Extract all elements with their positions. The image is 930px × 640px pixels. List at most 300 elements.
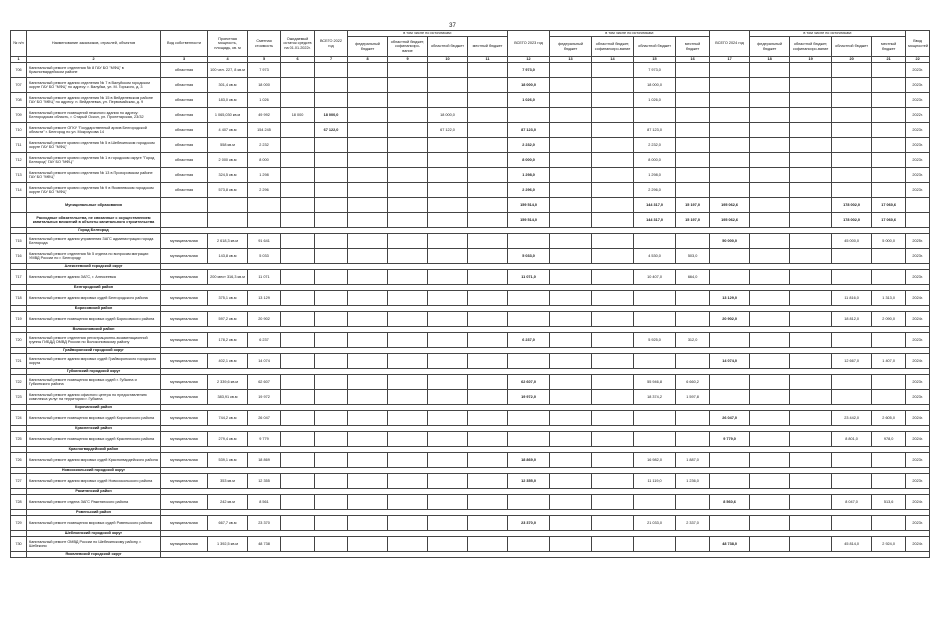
commission-year: 2022г.	[906, 108, 930, 123]
column-number: 9	[388, 57, 428, 63]
local-2022	[468, 537, 508, 552]
regional-cofin-2024	[790, 375, 832, 390]
federal-2022	[348, 411, 388, 426]
estimated-cost: 18 869	[248, 453, 281, 468]
federal-2022	[348, 153, 388, 168]
capacity: 178,2 кв.м	[208, 333, 248, 348]
column-number: 5	[248, 57, 281, 63]
local-2024	[872, 78, 906, 93]
federal-2024	[750, 453, 790, 468]
estimated-cost: 91 641	[248, 234, 281, 249]
federal-2024	[750, 537, 790, 552]
regional-cofin-2023	[592, 432, 634, 447]
ownership-type: муниципальная	[161, 453, 208, 468]
regional-cofin-2022	[388, 411, 428, 426]
object-name: Капитальный ремонт кровли отделения № 5 в Шебекинском городском округе ГАУ БО "МФЦ"	[27, 138, 161, 153]
regional-2023	[634, 495, 676, 510]
regional-cofin-2023	[592, 291, 634, 306]
column-number: 21	[872, 57, 906, 63]
column-number: 8	[348, 57, 388, 63]
commission-year: 2023г.	[906, 390, 930, 405]
regional-2023	[634, 411, 676, 426]
local-2023: 1 236,0	[676, 474, 710, 489]
estimated-cost: 13 129	[248, 291, 281, 306]
federal-2022	[348, 453, 388, 468]
regional-cofin-2022	[388, 453, 428, 468]
local-2022	[468, 123, 508, 138]
table-row	[11, 411, 930, 426]
expected-balance	[281, 375, 315, 390]
column-number: 17	[710, 57, 750, 63]
header-remain: Ожидаемый остаток средств на 01.01.2022г.	[281, 31, 315, 57]
total-2024: 14 074,0	[710, 354, 750, 369]
regional-2022	[428, 516, 468, 531]
estimated-cost: 6 237	[248, 333, 281, 348]
regional-2022	[428, 390, 468, 405]
federal-2024	[750, 333, 790, 348]
total-2022	[315, 516, 348, 531]
row-number: 715	[11, 234, 27, 249]
ownership-type: муниципальная	[161, 234, 208, 249]
federal-2022	[348, 312, 388, 327]
regional-cofin-2024	[790, 453, 832, 468]
table-row	[11, 78, 930, 93]
federal-2023	[550, 168, 592, 183]
table-row	[11, 312, 930, 327]
capacity: 573,8 кв.м	[208, 183, 248, 198]
total-2024	[710, 63, 750, 78]
federal-2023	[550, 183, 592, 198]
regional-cofin-2022	[388, 516, 428, 531]
federal-2024	[750, 375, 790, 390]
total-2023	[508, 234, 550, 249]
capacity: 143,8 кв.м	[208, 249, 248, 264]
total-2022	[315, 411, 348, 426]
regional-cofin-2023	[592, 474, 634, 489]
row-number: 706	[11, 63, 27, 78]
total-2024: 48 738,0	[710, 537, 750, 552]
regional-2024	[832, 153, 872, 168]
federal-2023	[550, 453, 592, 468]
row-number: 721	[11, 354, 27, 369]
estimated-cost: 9 779	[248, 432, 281, 447]
total-2023: 19 972,0	[508, 390, 550, 405]
ownership-type: муниципальная	[161, 312, 208, 327]
regional-2024	[832, 390, 872, 405]
federal-2022	[348, 183, 388, 198]
empty-cell	[592, 213, 634, 228]
total-2024	[710, 453, 750, 468]
ownership-type: областная	[161, 183, 208, 198]
section-title: Губкинский городской округ	[27, 369, 161, 375]
local-2023	[676, 168, 710, 183]
total-2022	[315, 153, 348, 168]
total-2024	[710, 249, 750, 264]
estimated-cost: 19 972	[248, 390, 281, 405]
commission-year: 2024г.	[906, 291, 930, 306]
ownership-type: областная	[161, 138, 208, 153]
capacity: 2 618,3 кв.м	[208, 234, 248, 249]
local-2022	[468, 474, 508, 489]
capacity: 200 мест 316,3 кв.м	[208, 270, 248, 285]
section-title: Алексеевский городской округ	[27, 264, 161, 270]
regional-2023	[634, 537, 676, 552]
local-2022	[468, 153, 508, 168]
local-2024: 2 090,0	[872, 312, 906, 327]
capacity: 4 407 кв.м	[208, 123, 248, 138]
total-2022	[315, 234, 348, 249]
local-2022	[468, 63, 508, 78]
ownership-type: областная	[161, 123, 208, 138]
regional-2022	[428, 453, 468, 468]
regional-cofin-2023	[592, 375, 634, 390]
local-2023: 1 597,8	[676, 390, 710, 405]
total-2023	[508, 411, 550, 426]
section-title: Шебекинский городской округ	[27, 531, 161, 537]
local-2022	[468, 495, 508, 510]
section-title: Белгородский район	[27, 285, 161, 291]
ownership-type: муниципальная	[161, 390, 208, 405]
expected-balance	[281, 183, 315, 198]
regional-cofin-2024	[790, 516, 832, 531]
federal-2024	[750, 138, 790, 153]
regional-2024	[832, 453, 872, 468]
federal-2022	[348, 516, 388, 531]
table-row	[11, 390, 930, 405]
federal-2022	[348, 537, 388, 552]
regional-2022	[428, 333, 468, 348]
ownership-type: муниципальная	[161, 474, 208, 489]
regional-cofin-2022	[388, 390, 428, 405]
regional-cofin-2023	[592, 234, 634, 249]
federal-2024	[750, 270, 790, 285]
header-regional-cofin: областной бюджет, софинансиро-вание	[592, 37, 634, 57]
ownership-type: муниципальная	[161, 432, 208, 447]
row-number: 727	[11, 474, 27, 489]
expected-balance	[281, 474, 315, 489]
total-2022	[315, 312, 348, 327]
regional-2022	[428, 495, 468, 510]
total-title: Расходные обязательства, не связанные с осуществлением капитальных вложений в объекты капитального строительства	[27, 213, 161, 228]
section-title: Новооскольский городской округ	[27, 468, 161, 474]
table-row	[11, 153, 930, 168]
total-2024	[710, 183, 750, 198]
total-2022	[315, 390, 348, 405]
regional-cofin-2022	[388, 495, 428, 510]
empty-cell	[906, 198, 930, 213]
local-2024: 5 000,0	[872, 234, 906, 249]
local-2023: 1 887,0	[676, 453, 710, 468]
column-number: 13	[550, 57, 592, 63]
local-2024	[872, 153, 906, 168]
commission-year: 2023г.	[906, 453, 930, 468]
local-2024	[872, 93, 906, 108]
capacity: 375,1 кв.м	[208, 291, 248, 306]
federal-2023	[550, 516, 592, 531]
regional-2024: 45 814,0	[832, 537, 872, 552]
total-2022	[315, 168, 348, 183]
empty-cell	[161, 213, 208, 228]
regional-cofin-2023	[592, 537, 634, 552]
section-title: Ракитянский район	[27, 489, 161, 495]
expected-balance	[281, 153, 315, 168]
row-number: 712	[11, 153, 27, 168]
regional-2022	[428, 312, 468, 327]
total-2023: 12 355,0	[508, 474, 550, 489]
regional-2022	[428, 270, 468, 285]
table-row	[11, 123, 930, 138]
federal-2023	[550, 411, 592, 426]
ownership-type: муниципальная	[161, 291, 208, 306]
expected-balance	[281, 234, 315, 249]
federal-2024	[750, 432, 790, 447]
federal-2022	[348, 234, 388, 249]
column-number: 11	[468, 57, 508, 63]
regional-cofin-2023	[592, 168, 634, 183]
federal-2024	[750, 168, 790, 183]
regional-cofin-2022	[388, 168, 428, 183]
expected-balance	[281, 516, 315, 531]
local-2023	[676, 108, 710, 123]
empty-cell	[428, 213, 468, 228]
empty-cell	[388, 198, 428, 213]
federal-2023	[550, 312, 592, 327]
regional-cofin-2022	[388, 249, 428, 264]
total-2024: 195 062,6	[710, 213, 750, 228]
column-number: 2	[27, 57, 161, 63]
commission-year: 2023г.	[906, 78, 930, 93]
row-number: 722	[11, 375, 27, 390]
ownership-type: муниципальная	[161, 537, 208, 552]
row-number: 713	[11, 168, 27, 183]
regional-cofin-2024	[790, 183, 832, 198]
federal-2024	[750, 183, 790, 198]
regional-cofin-2023	[592, 390, 634, 405]
regional-cofin-2022	[388, 183, 428, 198]
regional-cofin-2022	[388, 234, 428, 249]
total-2022	[315, 453, 348, 468]
expected-balance	[281, 453, 315, 468]
federal-2022	[348, 333, 388, 348]
regional-cofin-2023	[592, 333, 634, 348]
ownership-type: муниципальная	[161, 270, 208, 285]
header-local: местный бюджет	[676, 37, 710, 57]
regional-2023: 1 026,0	[634, 93, 676, 108]
total-row	[11, 213, 930, 228]
federal-2024	[750, 516, 790, 531]
regional-cofin-2023	[592, 453, 634, 468]
regional-cofin-2024	[790, 168, 832, 183]
local-2022	[468, 270, 508, 285]
estimated-cost: 11 071	[248, 270, 281, 285]
total-2023	[508, 495, 550, 510]
regional-2024	[832, 516, 872, 531]
regional-cofin-2022	[388, 138, 428, 153]
total-2023	[508, 291, 550, 306]
local-2023	[676, 312, 710, 327]
empty-cell	[550, 213, 592, 228]
row-number: 725	[11, 432, 27, 447]
local-2024	[872, 390, 906, 405]
regional-2024	[832, 78, 872, 93]
commission-year: 2023г.	[906, 183, 930, 198]
federal-2023	[550, 78, 592, 93]
local-2023	[676, 183, 710, 198]
regional-2024	[832, 474, 872, 489]
total-2022	[315, 432, 348, 447]
table-row	[11, 138, 930, 153]
empty-cell	[790, 198, 832, 213]
object-name: Капитальный ремонт отделения № 8 ГАУ БО "МФЦ" в Красногвардейском районе	[27, 63, 161, 78]
ownership-type: муниципальная	[161, 375, 208, 390]
regional-cofin-2024	[790, 537, 832, 552]
federal-2023	[550, 108, 592, 123]
capacity: 744,2 кв.м	[208, 411, 248, 426]
local-2023: 15 197,0	[676, 198, 710, 213]
total-2022	[315, 354, 348, 369]
estimated-cost: 12 355	[248, 474, 281, 489]
header-sources-2022: в том числе по источникам:	[348, 31, 508, 37]
total-2023: 159 514,0	[508, 213, 550, 228]
local-2024	[872, 516, 906, 531]
total-2022	[315, 537, 348, 552]
commission-year: 2023г.	[906, 63, 930, 78]
commission-year: 2023г.	[906, 333, 930, 348]
object-name: Капитальный ремонт помещения мировых судей г. Губкина и Губкинского района	[27, 375, 161, 390]
federal-2023	[550, 234, 592, 249]
regional-2022	[428, 138, 468, 153]
federal-2024	[750, 78, 790, 93]
local-2024: 2 605,0	[872, 411, 906, 426]
regional-2022	[428, 375, 468, 390]
table-row	[11, 249, 930, 264]
ownership-type: областная	[161, 78, 208, 93]
total-2023: 1 298,0	[508, 168, 550, 183]
federal-2024	[750, 249, 790, 264]
federal-2023	[550, 270, 592, 285]
regional-2024	[832, 375, 872, 390]
section-row	[11, 552, 930, 558]
section-title: Яковлевский городской округ	[27, 552, 161, 558]
capacity: 539,1 кв.м	[208, 453, 248, 468]
capacity: 558 кв.м	[208, 138, 248, 153]
regional-cofin-2024	[790, 153, 832, 168]
total-2022	[315, 495, 348, 510]
page-number: 37	[449, 23, 456, 29]
column-number: 20	[832, 57, 872, 63]
header-n: № п/п	[11, 31, 27, 57]
regional-cofin-2022	[388, 78, 428, 93]
expected-balance	[281, 333, 315, 348]
local-2022	[468, 108, 508, 123]
federal-2022	[348, 291, 388, 306]
capacity: 301,4 кв.м	[208, 78, 248, 93]
regional-cofin-2022	[388, 312, 428, 327]
regional-2024: 178 002,0	[832, 213, 872, 228]
table-row	[11, 183, 930, 198]
commission-year: 2023г.	[906, 153, 930, 168]
federal-2023	[550, 474, 592, 489]
total-2023: 18 000,0	[508, 78, 550, 93]
regional-2024	[832, 183, 872, 198]
local-2022	[468, 168, 508, 183]
total-2023: 1 026,0	[508, 93, 550, 108]
total-2024	[710, 123, 750, 138]
regional-2022	[428, 474, 468, 489]
ownership-type: областная	[161, 93, 208, 108]
estimated-cost: 14 074	[248, 354, 281, 369]
row-number: 730	[11, 537, 27, 552]
local-2023	[676, 495, 710, 510]
regional-2024	[832, 249, 872, 264]
commission-year: 2024г.	[906, 537, 930, 552]
regional-cofin-2022	[388, 474, 428, 489]
regional-cofin-2024	[790, 63, 832, 78]
local-2022	[468, 78, 508, 93]
local-2024	[872, 168, 906, 183]
object-name: Капитальный ремонт ОМВД России по Шебекинскому району, г. Шебекино	[27, 537, 161, 552]
regional-cofin-2023	[592, 249, 634, 264]
federal-2023	[550, 63, 592, 78]
total-2023: 7 973,0	[508, 63, 550, 78]
row-number: 728	[11, 495, 27, 510]
object-name: Капитальный ремонт отдела ЗАГС Ракитянского района	[27, 495, 161, 510]
federal-2023	[550, 123, 592, 138]
regional-cofin-2024	[790, 291, 832, 306]
local-2024: 1 407,0	[872, 354, 906, 369]
total-2024	[710, 333, 750, 348]
total-2022	[315, 333, 348, 348]
object-name: Капитальный ремонт отделения № 5 отдела по вопросам миграции УМВД России по г. Белгороду	[27, 249, 161, 264]
federal-2022	[348, 354, 388, 369]
object-name: Капитальный ремонт помещения мировых судей Борисовского района	[27, 312, 161, 327]
expected-balance	[281, 495, 315, 510]
empty-cell	[348, 198, 388, 213]
regional-cofin-2024	[790, 123, 832, 138]
capacity: 183,0 кв.м	[208, 93, 248, 108]
total-2023: 23 370,0	[508, 516, 550, 531]
regional-2022: 18 000,0	[428, 108, 468, 123]
object-name: Капитальный ремонт здания отделения № 15 в Вейделевском районе ГАУ БО "МФЦ" по адресу: п. Вейделевка, ул. Первомайская, д. 9	[27, 93, 161, 108]
object-name: Капитальный ремонт здания ЗАГС, г. Алексеевка	[27, 270, 161, 285]
local-2022	[468, 291, 508, 306]
expected-balance: 18 000	[281, 108, 315, 123]
regional-2023: 5 925,0	[634, 333, 676, 348]
regional-2023	[634, 432, 676, 447]
regional-cofin-2022	[388, 270, 428, 285]
total-row	[11, 198, 930, 213]
header-regional-cofin: областной бюджет, софинансиро-вание	[388, 37, 428, 57]
federal-2024	[750, 63, 790, 78]
table-row	[11, 495, 930, 510]
total-2023: 6 237,0	[508, 333, 550, 348]
local-2022	[468, 93, 508, 108]
local-2023	[676, 291, 710, 306]
federal-2022	[348, 495, 388, 510]
empty-cell	[161, 552, 930, 558]
regional-cofin-2024	[790, 474, 832, 489]
regional-cofin-2024	[790, 234, 832, 249]
header-regional: областной бюджет	[832, 37, 872, 57]
ownership-type: муниципальная	[161, 333, 208, 348]
regional-2024: 8 801,0	[832, 432, 872, 447]
total-2024	[710, 108, 750, 123]
estimated-cost: 7 973	[248, 63, 281, 78]
column-number: 18	[750, 57, 790, 63]
column-number: 7	[315, 57, 348, 63]
header-commission: Ввод мощностей	[906, 31, 930, 57]
expected-balance	[281, 249, 315, 264]
